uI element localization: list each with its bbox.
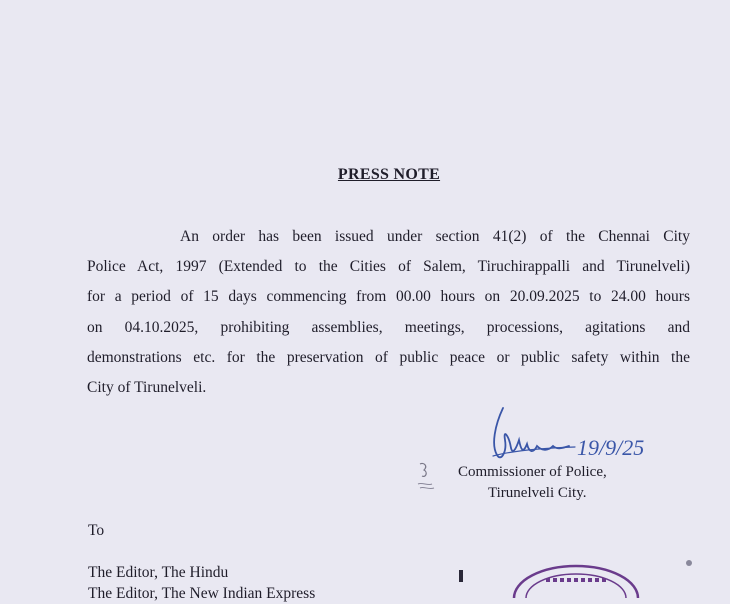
official-seal-icon — [506, 558, 646, 598]
pencil-mark-icon — [414, 458, 438, 494]
paragraph-line-1: An order has been issued under section 41(2) of the Chennai City — [180, 228, 690, 245]
handwritten-signature — [485, 400, 685, 470]
page-title: PRESS NOTE — [337, 166, 441, 183]
paragraph-line-2: Police Act, 1997 (Extended to the Cities of Salem, Tiruchirappalli and Tirunelveli) — [87, 258, 690, 276]
order-paragraph — [87, 222, 690, 403]
ink-dot — [686, 560, 692, 566]
paragraph-line-4: on 04.10.2025, prohibiting assemblies, meetings, processions, agitations and — [87, 318, 690, 336]
to-label: To — [88, 522, 105, 539]
signatory-city: Tirunelveli City. — [488, 485, 587, 501]
paragraph-line-5: demonstrations etc. for the preservation of public peace or public safety within the — [87, 348, 690, 366]
recipient-item: The Editor, The Hindu — [88, 564, 229, 581]
signature-date: 19/9/25 — [577, 435, 645, 460]
tick-mark — [459, 570, 463, 582]
paragraph-line-3: for a period of 15 days commencing from 00.00 hours on 20.09.2025 to 24.00 hours — [87, 288, 690, 306]
paragraph-line-6: City of Tirunelveli. — [87, 379, 207, 397]
signatory-designation: Commissioner of Police, — [458, 464, 607, 480]
signatory-block — [458, 462, 607, 504]
recipient-item: The Editor, The New Indian Express — [88, 585, 316, 602]
recipient-list — [88, 562, 315, 604]
